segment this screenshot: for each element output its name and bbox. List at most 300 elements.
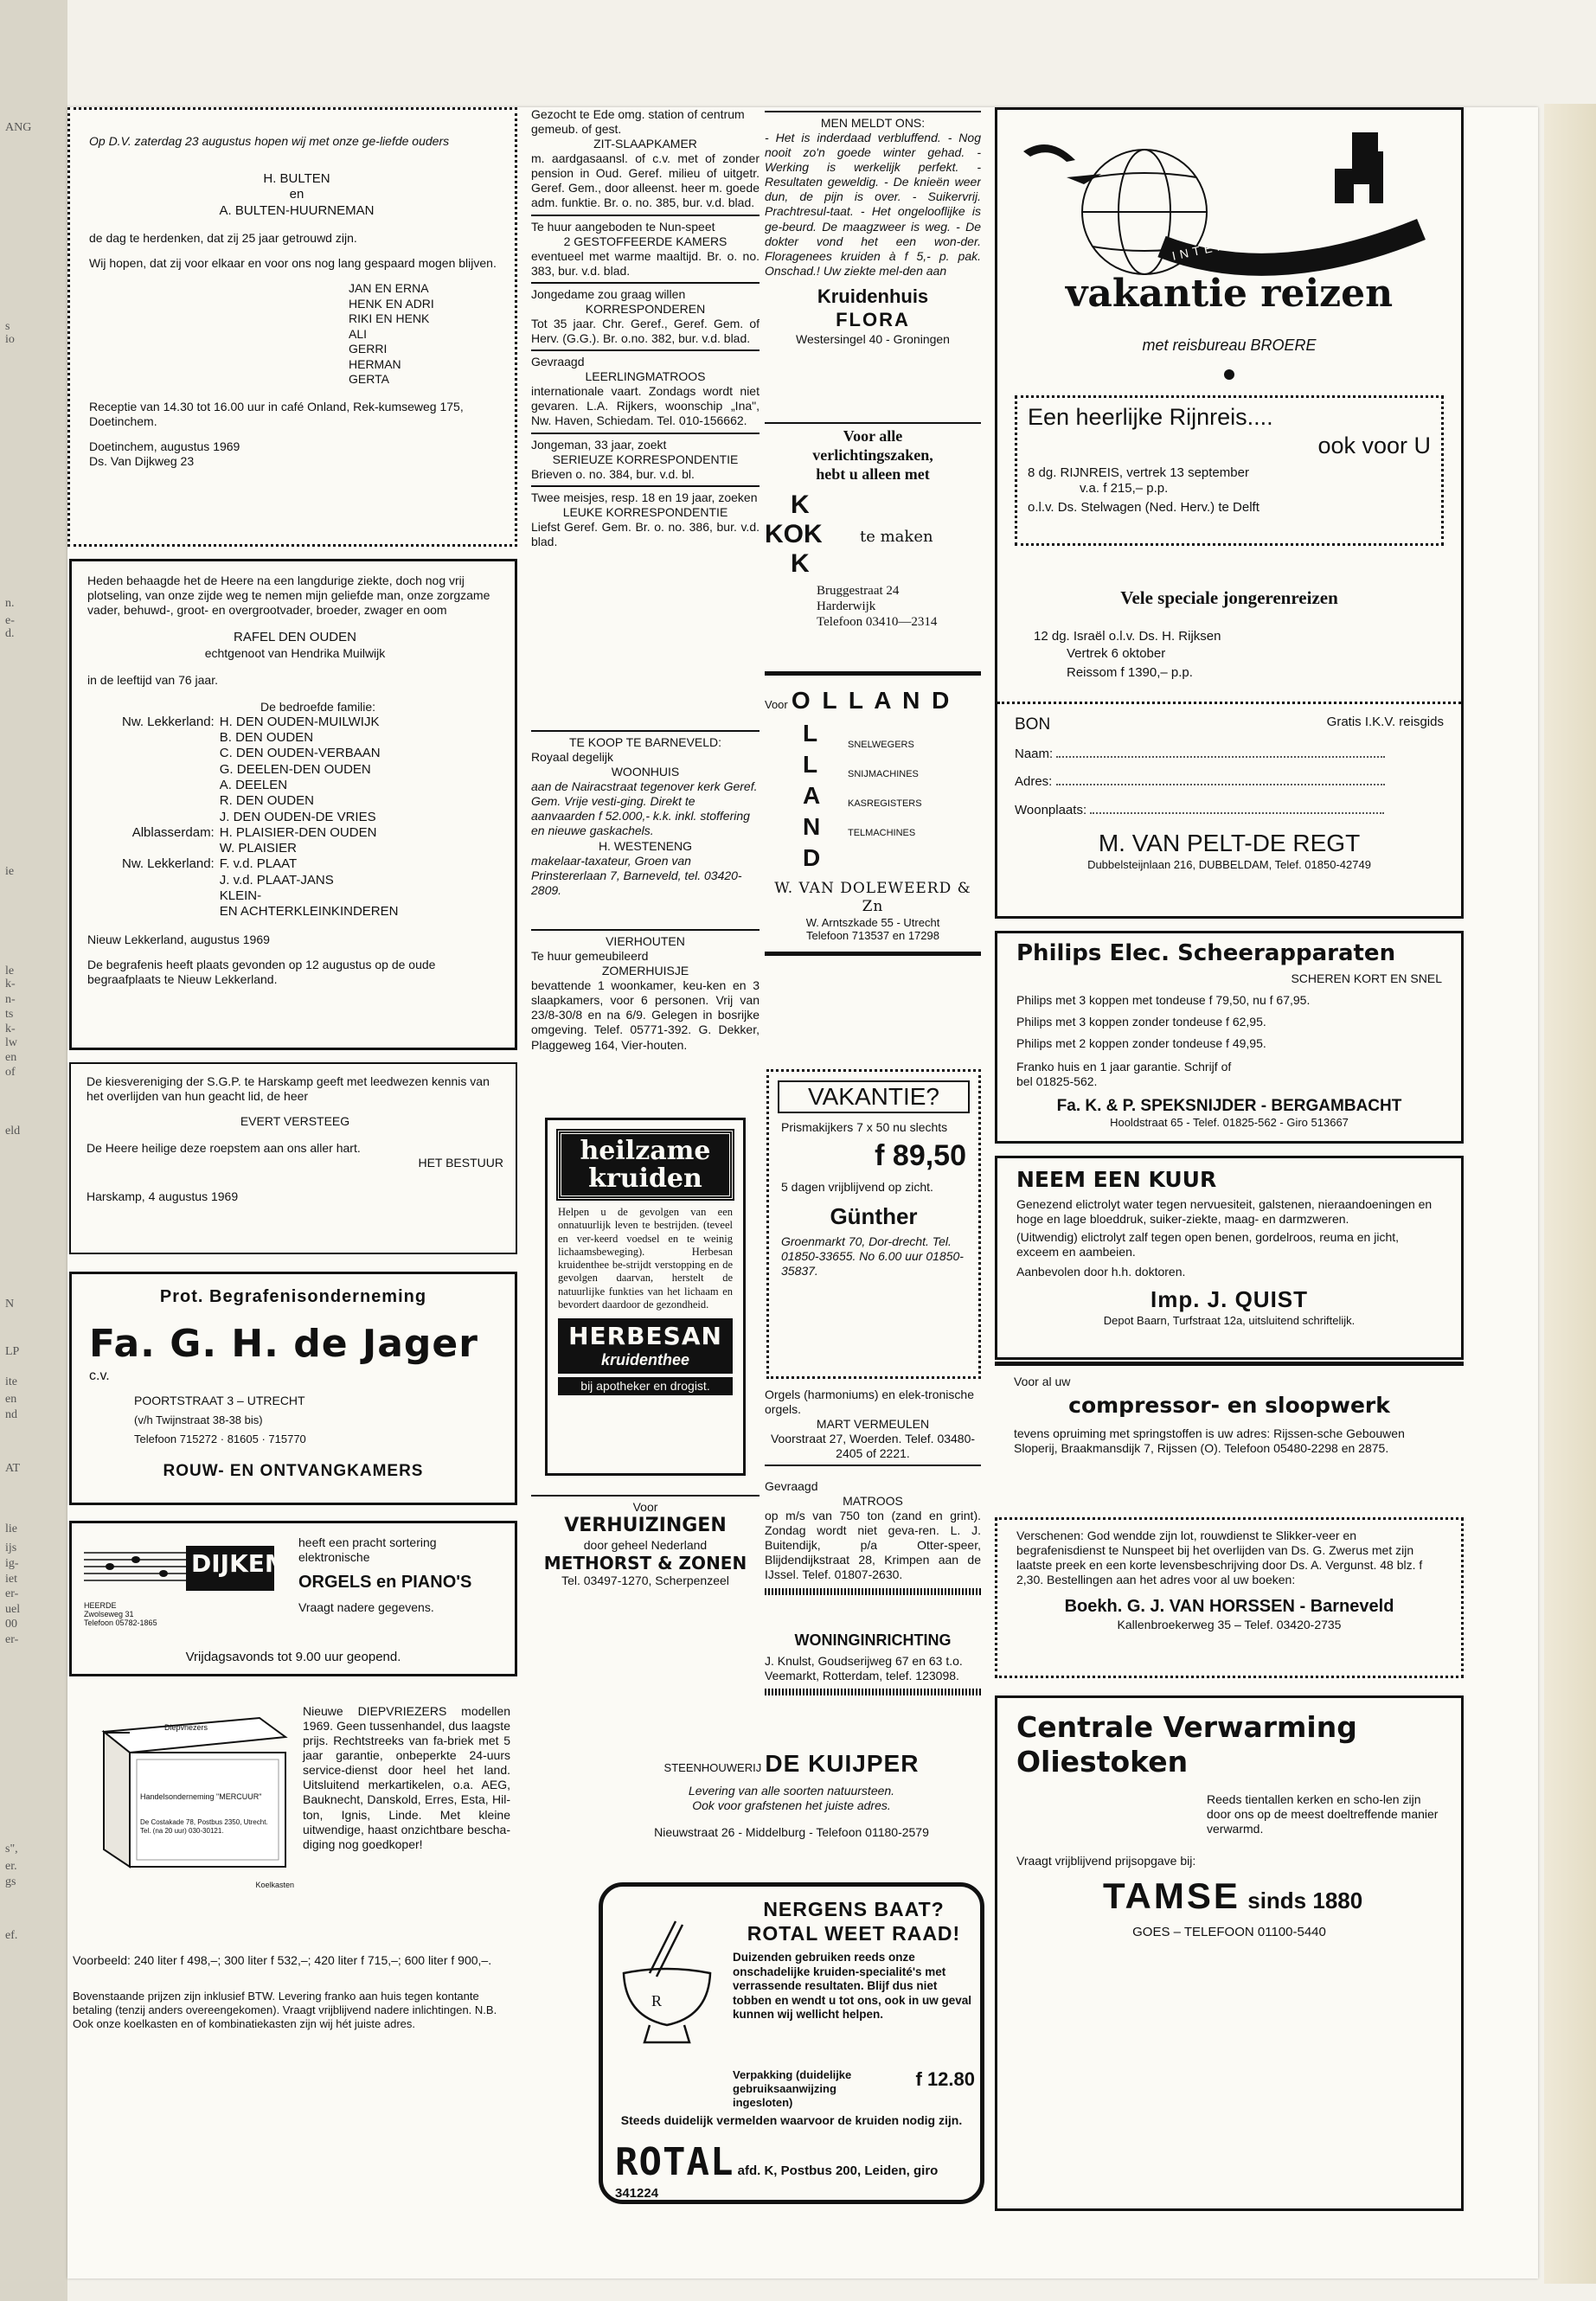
binding-fragment: of (5, 1066, 16, 1079)
tamse-since: sinds 1880 (1247, 1887, 1363, 1913)
ad-matroos (765, 1479, 981, 1626)
sgp-place: Harskamp, 4 augustus 1969 (87, 1189, 239, 1204)
family-place: Alblasserdam: (131, 824, 215, 840)
vierhouten-body: bevattende 1 woonkamer, keu-ken en 3 slaapkamers, voor 6 personen. Vrij van 23/8-30/8 en na 6/9. Gelegen in bosrijke omgeving. Telef. 05771-392. G. Dekker, Plaggeweg 164, Vier-houten. (531, 978, 760, 1052)
broere-naam (1015, 747, 1444, 762)
small-ad-head: ZIT-SLAAPKAMER (593, 137, 697, 151)
herbesan-heading (558, 1131, 733, 1199)
family-member: EN ACHTERKLEINKINDEREN (219, 904, 399, 920)
rotal-addr: afd. K, Postbus 200, Leiden, giro 341224 (615, 2163, 939, 2201)
binding-fragment: io (5, 333, 15, 346)
death-spouse: echtgenoot van Hendrika Muilwijk (204, 645, 386, 660)
philips-l2: Philips met 3 koppen zonder tondeuse f 62,95. (1016, 1014, 1266, 1029)
family-member: J. v.d. PLAAT-JANS (219, 872, 334, 888)
small-ad-head: 2 GESTOFFEERDE KAMERS (563, 234, 727, 248)
dijkema-logo-addr: HEERDE Zwolseweg 31 Telefoon 05782-1865 (84, 1601, 157, 1628)
gunther-addr: Groenmarkt 70, Dor-drecht. Tel. 01850-33655. No 6.00 uur 01850-35837. (781, 1234, 964, 1278)
kuijper-head: DE KUIJPER (765, 1750, 920, 1777)
small-ad-head: LEERLINGMATROOS (585, 369, 706, 384)
small-ad (531, 349, 760, 428)
herbesan-brand: HERBESAN (568, 1322, 722, 1350)
family-row (122, 825, 403, 841)
mortar-pestle-icon (615, 1913, 719, 2051)
binding-fragment: gs (5, 1875, 16, 1888)
vierhouten-head: ZOMERHUISJE (601, 964, 689, 978)
ad-barneveld (531, 727, 760, 926)
child-name: GERTA (349, 372, 389, 387)
death-name: RAFEL DEN OUDEN (234, 630, 356, 645)
binding-fragment: N (5, 1298, 15, 1311)
binding-fragment: d. (5, 627, 15, 640)
adres-field[interactable] (1056, 784, 1385, 785)
sgp-text: De kiesvereniging der S.G.P. te Harskamp geeft met leedwezen kennis van het overlijden van hun geacht lid, de heer (87, 1074, 490, 1104)
quist-head: NEEM EEN KUUR (1016, 1167, 1217, 1192)
tamse-name: TAMSE (1103, 1875, 1240, 1916)
binding-fragment: er- (5, 1633, 19, 1646)
family-row (122, 856, 403, 872)
matroos-title: Gevraagd (765, 1479, 818, 1493)
small-ad-body: eventueel met warme maaltijd. Br. o. no. 383, bur. v.d. blad. (531, 248, 760, 278)
binding-fragment: er. (5, 1860, 17, 1873)
kok-k3: K (791, 548, 810, 578)
tamse-line (1103, 1874, 1442, 1918)
small-ad-head: SERIEUZE KORRESPONDENTIE (552, 452, 739, 466)
binding-fragment: e- (5, 614, 15, 627)
ad-kuijper (602, 1734, 981, 1863)
small-ad-head: KORRESPONDEREN (585, 301, 706, 316)
vierhouten-title: VIERHOUTEN (606, 934, 685, 948)
matroos-body: op m/s van 750 ton (zand en grint). Zondag wordt niet geva-ren. L. J. Buitendijk, p/a Otter-speer, Blijdendijkstraat 28, Krimpen aan de IJssel. Telef. 01807-2630. (765, 1509, 981, 1582)
ad-vierhouten (531, 926, 760, 1107)
dijkema-logo (84, 1541, 308, 1628)
philips-addr: Hooldstraat 65 - Telef. 01825-562 - Giro 513667 (1110, 1116, 1349, 1130)
kok-tm: te maken (860, 527, 933, 546)
herbesan-brand-box (558, 1318, 733, 1374)
marriage-line: de dag te herdenken, dat zij 25 jaar getrouwd zijn. (89, 230, 357, 245)
philips-l4: Franko huis en 1 jaar garantie. Schrijf of bel 01825-562. (1016, 1060, 1232, 1089)
binding-fragment: nd (5, 1408, 17, 1421)
vermeulen-addr: Voorstraat 27, Woerden. Telef. 03480-2405 of 2221. (770, 1432, 976, 1461)
family-row (122, 778, 403, 793)
olland-big: O L L A N D (791, 687, 952, 714)
quist-b2: (Uitwendig) elictrolyt zalf tegen open benen, gordelroos, reuma en jicht, exceem en aambeien. (1016, 1229, 1400, 1259)
olland-letter: A (803, 782, 821, 810)
broere-head: vakantie reizen (1065, 272, 1394, 316)
sgp-name: EVERT VERSTEEG (240, 1114, 350, 1129)
dejager-title: Prot. Begrafenisonderneming (159, 1287, 427, 1306)
ad-philips (995, 931, 1464, 1144)
dot-icon (1224, 369, 1234, 380)
philips-name: Fa. K. & P. SPEKSNIJDER - BERGAMBACHT (1056, 1097, 1402, 1116)
horssen-addr: Kallenbroekerweg 35 – Telef. 03420-2735 (1117, 1617, 1342, 1631)
marriage-intro: Op D.V. zaterdag 23 augustus hopen wij met onze ge-liefde ouders (89, 134, 450, 148)
binding-fragment: ef. (5, 1929, 18, 1942)
broere-r5: o.l.v. Ds. Stelwagen (Ned. Herv.) te Delft (1028, 500, 1259, 516)
freezer-img-brand: Handelsonderneming "MERCUUR" (140, 1792, 262, 1801)
family-place (122, 746, 220, 761)
broere-jong: Vele speciale jongerenreizen (1120, 587, 1338, 608)
page-edge (1544, 104, 1596, 2284)
methorst-phone: Tel. 03497-1270, Scherpenzeel (561, 1574, 729, 1588)
kuijper-addr: Nieuwstraat 26 - Middelburg - Telefoon 01180-2579 (654, 1825, 929, 1840)
binding-fragment: er- (5, 1587, 19, 1600)
quist-b1: Genezend elictrolyt water tegen nervuesiteit, galstenen, nieraandoeningen en hoge en lage bloeddruk, suiker-ziekte, maag- en darmzweren. (1016, 1196, 1433, 1226)
olland-voor: Voor (765, 698, 788, 711)
binding-fragment: LP (5, 1345, 20, 1358)
binding-fragment: ite (5, 1375, 17, 1388)
philips-l3: Philips met 2 koppen zonder tondeuse f 49,95. (1016, 1035, 1266, 1050)
death-intro: Heden behaagde het de Heere na een langdurige ziekte, doch nog vrij plotseling, van onze zijde weg te nemen mijn geliefde man, onze zorgzame vader, behuwd-, groot- en overgrootvader, broeder, zwager en oom (87, 574, 490, 618)
tamse-vraag: Vraagt vrijblijvend prijsopgave bij: (1016, 1853, 1196, 1868)
freezer-prices: Voorbeeld: 240 liter f 498,–; 300 liter f 532,–; 420 liter f 715,–; 600 liter f 900,–. (73, 1953, 492, 1967)
small-ad (531, 433, 760, 482)
olland-addr: W. Arntszkade 55 - Utrecht (805, 915, 940, 929)
family-row (122, 873, 403, 888)
small-ad (531, 215, 760, 279)
olland-phone: Telefoon 713537 en 17298 (806, 929, 939, 943)
binding-fragment: ANG (5, 121, 32, 134)
barneveld-firm: makelaar-taxateur, Groen van Prinstererlaan 7, Barneveld, tel. 03420-2809. (531, 853, 742, 897)
family-place: Nw. Lekkerland: (122, 714, 215, 729)
quist-b3: Aanbevolen door h.h. doktoren. (1016, 1264, 1186, 1279)
family-member: J. DEN OUDEN-DE VRIES (219, 809, 376, 824)
family-place (122, 778, 220, 793)
child-name: HENK EN ADRI (349, 296, 434, 311)
marriage-wish: Wij hopen, dat zij voor elkaar en voor ons nog lang gespaard mogen blijven. (89, 256, 497, 271)
kok-a1: Bruggestraat 24 (817, 583, 900, 598)
family-member: W. PLAISIER (219, 841, 297, 856)
marriage-name1: H. BULTEN (263, 171, 330, 187)
family-place (122, 904, 220, 920)
hatch-rule (765, 1689, 981, 1695)
binding-fragment: s (5, 320, 10, 333)
ad-tamse (995, 1695, 1464, 2211)
gunther-days: 5 dagen vrijblijvend op zicht. (781, 1179, 933, 1194)
marriage-en: en (289, 187, 304, 202)
newspaper-page (67, 107, 1538, 2279)
broere-bon-line (1015, 715, 1444, 734)
broere-r3: 8 dg. RIJNREIS, vertrek 13 september (1028, 465, 1249, 480)
binding-fragment: AT (5, 1462, 21, 1475)
death-age: in de leeftijd van 76 jaar. (87, 672, 218, 687)
flora-n2: FLORA (836, 308, 910, 330)
sgp-verse: De Heere heilige deze roepstem aan ons aller hart. (87, 1141, 361, 1156)
olland-item: KASREGISTERS (848, 798, 922, 810)
kok-k2: KOK (765, 519, 823, 548)
child-name: HERMAN (349, 356, 401, 371)
small-ad (531, 282, 760, 346)
ad-death (69, 559, 517, 1050)
barneveld-sub: Royaal degelijk (531, 750, 613, 765)
flora-n1: Kruidenhuis (817, 285, 929, 307)
barneveld-head: WOONHUIS (611, 765, 680, 779)
ad-dijkema (69, 1521, 517, 1676)
small-ad-body: Brieven o. no. 384, bur. v.d. bl. (531, 466, 695, 481)
binding-fragment: 00 (5, 1618, 17, 1631)
binding-fragment: n- (5, 993, 16, 1006)
family-row (122, 841, 403, 856)
ad-rotal (599, 1882, 984, 2204)
barneveld-body: aan de Nairacstraat tegenover kerk Geref. Gem. Vrije vesti-ging. Direkt te aanvaarden f 52.000,- k.k. inkl. stoffering en nieuwe gaskachels. (531, 779, 758, 838)
binding-fragment: k- (5, 977, 16, 990)
marriage-reception: Receptie van 14.30 tot 16.00 uur in café Onland, Rek-kumseweg 175, Doetinchem. (89, 399, 464, 428)
ad-gunther (766, 1069, 981, 1379)
ad-freezer (69, 1692, 517, 2099)
ad-sgp (69, 1062, 517, 1254)
ad-methorst (531, 1491, 760, 1609)
herbesan-h1: heilzame (580, 1136, 711, 1166)
olland-item: TELMACHINES (848, 828, 916, 839)
small-ad-intro: Gevraagd (531, 355, 585, 369)
kok-t3: hebt u alleen met (816, 465, 930, 483)
kuijper-l2: Ook voor grafstenen het juiste adres. (692, 1798, 891, 1813)
compressor-body: tevens opruiming met springstoffen is uw adres: Rijssen-sche Gebouwen Sloperij, Braakmansdijk 7, Rijssen (O). Telefoon 05480-2298 en 2875. (1014, 1426, 1405, 1455)
family-member: A. DEELEN (219, 777, 288, 792)
child-name: GERRI (349, 342, 388, 356)
vierhouten-sub: Te huur gemeubileerd (531, 949, 649, 964)
small-ad (531, 107, 760, 211)
freezer-illustration (87, 1702, 294, 1894)
broere-r2: ook voor U (1317, 432, 1431, 458)
kuijper-sub: STEENHOUWERIJ (663, 1761, 762, 1774)
ad-kok (765, 419, 981, 670)
broere-r1: Een heerlijke Rijnreis.... (1028, 404, 1273, 430)
flora-body: - Het is inderdaad verbluffend. - Nog nooit zo'n goede winter gehad. - Werking is werkelijk perfekt. - Resultaten geweldig. - De knieën weer dun, de pijn is over. - Suikervrij. Prachtresul-taat. - Het ongelooflijke is ge-beurd. De maagzweer is weg. - De dokter vond het een won-der. Floragenees kruiden à f 5,- p. pak. Onschad.! Uw ziekte mel-den aan (765, 131, 981, 278)
herbesan-body: Helpen u de gevolgen van een onnatuurlijk leven te bestrijden. (teveel en ver-keerd voedsel en te weinig lichaamsbeweging). Herbesan kruidenthee be-strijdt verstopping en de gevolgen daarvan, herstelt de natuurlijke funkties van het lichaam en bevordert daardoor de gezondheid. (558, 1206, 733, 1311)
kok-a3: Telefoon 03410—2314 (817, 615, 938, 630)
tamse-body: Reeds tientallen kerken en scho-len zijn door ons op de meest doeltreffende manier verwarmd. (1207, 1791, 1439, 1836)
ad-vermeulen (765, 1381, 981, 1483)
freezer-img-label: Diepvriezers (164, 1723, 208, 1732)
death-funeral: De begrafenis heeft plaats gevonden op 12 augustus op de oude begraafplaats te Nieuw Lekkerland. (87, 957, 436, 986)
binding-fragment: ts (5, 1008, 14, 1021)
ad-de-jager (69, 1272, 517, 1505)
methorst-voor: Voor (632, 1500, 658, 1514)
family-place (122, 762, 220, 778)
family-member: C. DEN OUDEN-VERBAAN (219, 746, 381, 761)
small-ad-intro: Jongedame zou graag willen (531, 286, 686, 301)
tamse-addr: GOES – TELEFOON 01100-5440 (1132, 1925, 1326, 1940)
olland-letter: N (803, 813, 821, 841)
binding-fragment: en (5, 1051, 17, 1064)
family-row (122, 810, 403, 825)
freezer-tail: Bovenstaande prijzen zijn inklusief BTW. Levering franko aan huis tegen kontante betaling (tenzij anders overeengekomen). Vraagt vrijblijvend nadere inlichtingen. N.B. Ook onze koelkasten en of kombinatiekasten zijn wij hét juiste adres. (73, 1990, 497, 2030)
horssen-body: Verschenen: God wendde zijn lot, rouwdienst te Slikker-veer en begrafenisdienst te Nunspeet bij het overlijden van Ds. G. Zwerus met zijn laatste preek en een korte levensbeschrijving door Ds. A. Vergunst. 48 blz. f 2,30. Bestellingen aan het adres voor al uw boeken: (1016, 1529, 1423, 1587)
compressor-voor: Voor al uw (1014, 1375, 1071, 1388)
family-place (122, 841, 220, 856)
family-place (122, 793, 220, 809)
broere-j3: Reissom f 1390,– p.p. (1067, 665, 1193, 680)
broere-naam-label: Naam: (1015, 747, 1054, 762)
ad-quist (995, 1156, 1464, 1360)
gunther-line: Prismakijkers 7 x 50 nu slechts (781, 1120, 948, 1135)
death-family-table (122, 715, 403, 920)
kok-k1: K (791, 490, 810, 519)
sgp-board: HET BESTUUR (418, 1156, 503, 1170)
vermeulen-name: MART VERMEULEN (816, 1417, 930, 1432)
family-place (122, 888, 220, 904)
methorst-head: VERHUIZINGEN (564, 1515, 727, 1537)
family-place (122, 810, 220, 825)
barneveld-title: TE KOOP TE BARNEVELD: (568, 735, 722, 749)
family-row (122, 730, 403, 746)
dijkema-l1: heeft een pracht sortering (298, 1535, 437, 1549)
family-member: H. DEN OUDEN-MUILWIJK (219, 714, 380, 729)
herbesan-h2: kruiden (588, 1163, 702, 1194)
small-ad-head: LEUKE KORRESPONDENTIE (562, 504, 728, 519)
herbesan-sub: kruidenthee (600, 1351, 690, 1369)
binding-fragment: eld (5, 1125, 21, 1138)
olland-name: W. VAN DOLEWEERD & Zn (774, 880, 971, 915)
marriage-children (349, 281, 504, 388)
family-row (122, 793, 403, 809)
family-member: F. v.d. PLAAT (219, 856, 298, 872)
dejager-name: Fa. G. H. de Jager (89, 1322, 478, 1367)
family-row (122, 888, 403, 904)
small-ad-body: Tot 35 jaar. Chr. Geref., Geref. Gem. of Herv. (G.G.). Br. o.no. 382, bur. v.d. blad. (531, 317, 760, 346)
small-ad-intro: Twee meisjes, resp. 18 en 19 jaar, zoeken (531, 490, 758, 504)
broere-bon: BON (1015, 715, 1051, 734)
svg-text:R: R (651, 1992, 663, 2009)
dejager-street: POORTSTRAAT 3 – UTRECHT (134, 1393, 305, 1407)
tamse-h2: Oliestoken (1016, 1745, 1189, 1779)
dijkema-bottom: Vrijdagsavonds tot 9.00 uur geopend. (185, 1649, 401, 1664)
ad-horssen (995, 1517, 1464, 1678)
dejager-rooms: ROUW- EN ONTVANGKAMERS (163, 1462, 424, 1481)
family-place (122, 873, 220, 888)
olland-item: SNELWEGERS (848, 740, 914, 751)
olland-item: SNIJMACHINES (848, 769, 919, 780)
binding-fragment: en (5, 1393, 17, 1406)
ad-olland (765, 671, 981, 1071)
dejager-suffix: c.v. (89, 1368, 110, 1384)
dijkema-l3: ORGELS en PIANO'S (298, 1573, 472, 1593)
broere-r4: v.a. f 215,– p.p. (1080, 481, 1169, 497)
kuijper-line (611, 1749, 972, 1779)
broere-woon (1015, 803, 1444, 818)
rotal-price: f 12.80 (915, 2068, 975, 2090)
small-ad-body: Liefst Geref. Gem. Br. o. no. 386, bur. v.d. blad. (531, 519, 760, 549)
rotal-verpak: Verpakking (duidelijke gebruiksaanwijzing ingesloten) (733, 2068, 852, 2109)
broere-sub: met reisbureau BROERE (1142, 336, 1317, 354)
small-ad-body: m. aardgasaansl. of c.v. met of zonder pension in Oud. Geref. milieu of uitgetr. Geref. Gem., door alleenst. heer m. goede adm. funktie. Br. o. no. 385, bur. v.d. blad. (531, 151, 760, 210)
child-name: ALI (349, 326, 368, 341)
marriage-name2: A. BULTEN-HUURNEMAN (219, 202, 375, 218)
philips-sub: SCHEREN KORT EN SNEL (1291, 971, 1442, 985)
marriage-address: Ds. Van Dijkweg 23 (89, 453, 195, 468)
ad-compressor (995, 1362, 1464, 1517)
family-member: B. DEN OUDEN (219, 730, 314, 746)
globe-castle-icon (1015, 117, 1447, 281)
matroos-head: MATROOS (843, 1494, 903, 1509)
binding-fragment: ijs (5, 1541, 17, 1554)
broere-j1: 12 dg. Israël o.l.v. Ds. H. Rijksen (1034, 629, 1221, 644)
small-ad-intro: Jongeman, 33 jaar, zoekt (531, 437, 667, 452)
family-place (122, 730, 220, 746)
broere-addr: Dubbelsteijnlaan 216, DUBBELDAM, Telef. 01850-42749 (1087, 858, 1371, 872)
ad-herbesan (545, 1118, 746, 1476)
freezer-caption: Koelkasten (255, 1881, 294, 1889)
dejager-name-line (89, 1321, 497, 1384)
gunther-name: Günther (830, 1202, 918, 1229)
kuijper-l1: Levering van alle soorten natuursteen. (688, 1784, 895, 1798)
broere-gratis: Gratis I.K.V. reisgids (1326, 715, 1444, 729)
methorst-sub: door geheel Nederland (583, 1537, 708, 1552)
ad-marriage (67, 107, 517, 547)
rotal-logo: ROTAL (615, 2140, 734, 2184)
olland-letter: L (803, 751, 818, 779)
binding-fragment: n. (5, 597, 15, 610)
binding-fragment: s", (5, 1843, 18, 1856)
small-ad-intro: Gezocht te Ede omg. station of centrum gemeub. of gest. (531, 107, 745, 137)
barneveld-name: H. WESTENENG (598, 838, 693, 853)
binding-fragment: k- (5, 1022, 16, 1035)
family-row (122, 715, 403, 730)
knulst-head: WONINGINRICHTING (794, 1631, 952, 1649)
broere-woon-label: Woonplaats: (1015, 802, 1087, 817)
broere-adres (1015, 774, 1444, 790)
ad-knulst (765, 1631, 981, 1727)
child-name: JAN EN ERNA (349, 281, 429, 296)
rotal-body: Duizenden gebruiken reeds onze onschadelijke kruiden-specialité's met verrassende resultaten. Blijf dus niet tobben en wendt u tot ons, ook in uw geval kunnen wij wellicht helpen. (733, 1951, 971, 2021)
tamse-h1: Centrale Verwarming (1016, 1710, 1357, 1744)
marriage-place: Doetinchem, augustus 1969 (89, 439, 240, 453)
dijkema-l4: Vraagt nadere gegevens. (298, 1599, 434, 1614)
woonplaats-field[interactable] (1090, 812, 1384, 814)
death-place: Nieuw Lekkerland, augustus 1969 (87, 932, 270, 946)
dejager-alt: (v/h Twijnstraat 38-38 bis) (134, 1413, 263, 1426)
binding-fragment: ie (5, 865, 15, 878)
quist-name: Imp. J. QUIST (1150, 1285, 1309, 1312)
compressor-head: compressor- en sloopwerk (1068, 1393, 1390, 1419)
small-ad-body: internationale vaart. Zondags wordt niet gevaren. L.A. Rijkers, woonschip „Ina", Nw. Haven, Schiedam. Tel. 010-156662. (531, 384, 760, 428)
vermeulen-text: Orgels (harmoniums) en elek-tronische orgels. (765, 1388, 974, 1417)
freezer-text: Nieuwe DIEPVRIEZERS modellen 1969. Geen tussenhandel, dus laagste prijs. Rechtstreeks van fa-briek met 5 jaar garantie, onbeperkte 24-uurs service-dienst door heel het land. Uitsluitend merkartikelen, o.a. AEG, Bauknecht, Danskold, Erres, Esta, Hil-ton, Ignis, Linde. Met kleine uitwendige, haast onzichtbare bescha-diging nog goedkoper! (303, 1704, 510, 1851)
family-place: Nw. Lekkerland: (122, 856, 215, 872)
rotal-caption: Steeds duidelijk vermelden waarvoor de kruiden nodig zijn. (620, 2113, 963, 2127)
flora-addr: Westersingel 40 - Groningen (796, 331, 950, 346)
hatch-rule (765, 1588, 981, 1595)
naam-field[interactable] (1056, 756, 1385, 758)
rotal-h2: ROTAL WEET RAAD! (747, 1922, 961, 1945)
broere-rijn-box (1015, 395, 1444, 546)
family-member: H. PLAISIER-DEN OUDEN (219, 824, 377, 840)
olland-letter: D (803, 844, 821, 872)
methorst-name: METHORST & ZONEN (543, 1552, 747, 1574)
philips-l1: Philips met 3 koppen met tondeuse f 79,50, nu f 67,95. (1016, 992, 1311, 1007)
broere-arc: INTERKERKELIJKE (1170, 213, 1345, 263)
ad-broere (995, 107, 1464, 919)
binding-fragment: iet (5, 1573, 17, 1586)
kok-a2: Harderwijk (817, 599, 876, 614)
broere-adres-label: Adres: (1015, 774, 1053, 790)
binding-fragment: le (5, 965, 15, 977)
small-ad (531, 485, 760, 549)
quist-addr: Depot Baarn, Turfstraat 12a, uitsluitend schriftelijk. (1103, 1313, 1356, 1327)
binding-fragment: lw (5, 1036, 17, 1049)
kok-t2: verlichtingszaken, (812, 445, 933, 464)
gunther-title: VAKANTIE? (778, 1080, 970, 1113)
flora-title: MEN MELDT ONS: (820, 116, 926, 130)
dijkema-l2: elektronische (298, 1550, 370, 1565)
kok-t1: Voor alle (843, 427, 903, 445)
child-name: RIKI EN HENK (349, 311, 430, 326)
philips-head: Philips Elec. Scheerapparaten (1016, 940, 1396, 966)
family-member: KLEIN- (219, 888, 262, 904)
binding-strip (0, 0, 67, 2301)
broere-coupon (997, 702, 1461, 872)
olland-letter: L (803, 720, 818, 747)
